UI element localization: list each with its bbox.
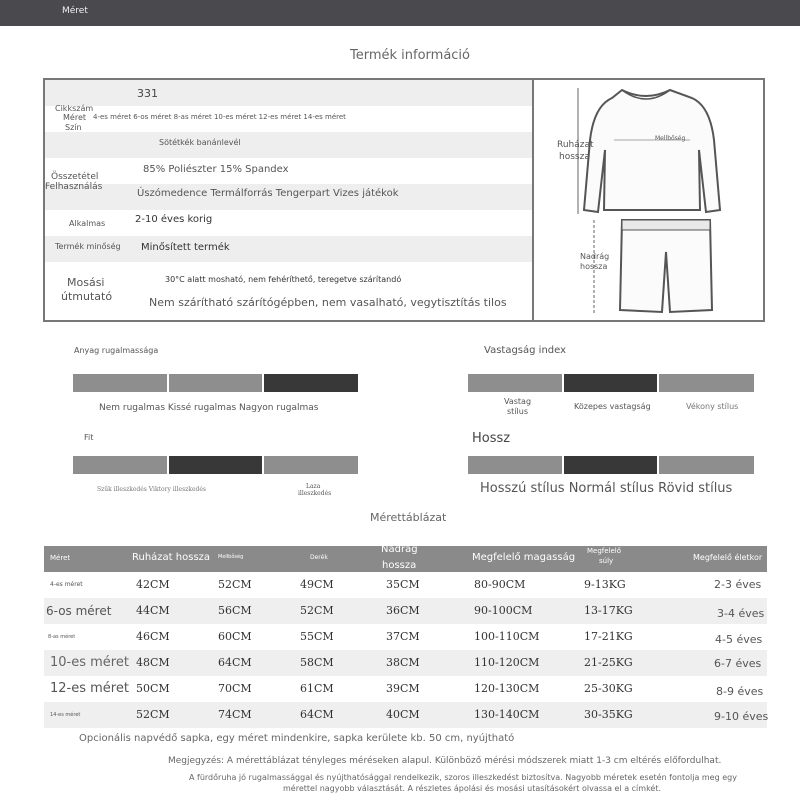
th-age: Megfelelő életkor: [693, 553, 763, 562]
height-cell: 90-100CM: [474, 604, 533, 617]
table-row: [44, 598, 767, 624]
length-seg-2-selected: [564, 456, 657, 474]
suitable-value: 2-10 éves korig: [135, 214, 213, 225]
chest-cell: 52CM: [218, 578, 252, 591]
th-pants: Nadrág: [381, 544, 418, 555]
th-weight: Megfelelő: [587, 547, 622, 555]
note-2: A fürdőruha jó rugalmassággal és nyújthatósággal rendelkezik, szoros illeszkedést biztosítva. Nagyobb méretek esetén fontolja meg egy: [189, 773, 737, 782]
color-value: Sötétkék banánlevél: [159, 138, 241, 147]
length-title: Hossz: [472, 431, 511, 446]
label-wash-2: útmutató: [61, 290, 113, 303]
shirt-length-label: Ruházat: [557, 140, 594, 150]
hat-note: Opcionális napvédő sapka, egy méret mindenkire, sapka kerülete kb. 50 cm, nyújtható: [79, 733, 515, 744]
table-row: [44, 650, 767, 676]
chest-cell: 64CM: [218, 656, 252, 669]
garment-length-cell: 50CM: [136, 682, 170, 695]
waist-cell: 55CM: [300, 630, 334, 643]
fit-title: Fit: [84, 433, 94, 442]
pants-length-label: Nadrág: [580, 252, 610, 261]
age-cell: 2-3 éves: [714, 578, 762, 591]
garment-length-cell: 48CM: [136, 656, 170, 669]
size-cell: 12-es méret: [50, 681, 129, 696]
fit-label-loose: Laza: [306, 483, 321, 490]
table-row: [44, 702, 767, 728]
waist-cell: 49CM: [300, 578, 334, 591]
pants-length-cell: 35CM: [386, 578, 420, 591]
pants-length-cell: 39CM: [386, 682, 420, 695]
waist-cell: 52CM: [300, 604, 334, 617]
fit-seg-3: [264, 456, 358, 474]
chest-cell: 60CM: [218, 630, 252, 643]
thickness-title: Vastagság index: [484, 345, 567, 356]
elasticity-seg-2: [169, 374, 262, 392]
length-labels: Hosszú stílus Normál stílus Rövid stílus: [480, 481, 733, 496]
waist-cell: 58CM: [300, 656, 334, 669]
top-bar-label: Méret: [62, 6, 88, 16]
pants-waistband: [622, 220, 710, 230]
thickness-label-medium: Közepes vastagság: [574, 402, 651, 411]
table-row: [44, 624, 767, 650]
fit-seg-1: [73, 456, 167, 474]
pants-length-label-2: hossza: [580, 262, 608, 271]
info-row-shade: [45, 80, 532, 106]
thickness-seg-2-selected: [564, 374, 657, 392]
label-wash: Mosási: [67, 276, 105, 289]
th-pants-length: hossza: [382, 560, 417, 571]
product-info-title: Termék információ: [349, 48, 470, 63]
usage-value: Úszómedence Termálforrás Tengerpart Vizes játékok: [137, 188, 399, 199]
pants-length-cell: 37CM: [386, 630, 420, 643]
pants-length-cell: 40CM: [386, 708, 420, 721]
shirt-length-label-2: hossza: [559, 152, 590, 162]
composition-value: 85% Poliészter 15% Spandex: [143, 164, 289, 175]
sizes-value: 4-es méret 6-os méret 8-as méret 10-es méret 12-es méret 14-es méret: [93, 113, 346, 121]
weight-cell: 17-21KG: [584, 630, 633, 643]
length-seg-3: [659, 456, 754, 474]
size-table-title: Mérettáblázat: [370, 511, 447, 524]
th-chest: Mellbőség: [218, 554, 244, 560]
fit-seg-2-selected: [169, 456, 262, 474]
height-cell: 120-130CM: [474, 682, 540, 695]
waist-cell: 61CM: [300, 682, 334, 695]
label-color: Szín: [65, 123, 82, 132]
garment-length-cell: 52CM: [136, 708, 170, 721]
thickness-label-thin: Vékony stílus: [686, 402, 739, 411]
size-cell: 8-as méret: [48, 634, 76, 640]
th-weight-2: súly: [599, 557, 614, 565]
elasticity-labels: Nem rugalmas Kissé rugalmas Nagyon rugalmas: [99, 403, 319, 413]
garment-length-cell: 44CM: [136, 604, 170, 617]
size-cell: 4-es méret: [50, 581, 83, 588]
size-cell: 6-os méret: [46, 604, 112, 618]
height-cell: 80-90CM: [474, 578, 526, 591]
garment-diagram: [534, 80, 763, 320]
th-size: Méret: [50, 554, 71, 562]
label-size: Méret: [63, 113, 86, 122]
label-composition: Összetétel: [51, 172, 99, 182]
table-row: [44, 676, 767, 702]
note-3: mérettel nagyobb választását. A részletes ápolási és mosási utasításokért olvassa el a címkét.: [283, 784, 662, 793]
weight-cell: 13-17KG: [584, 604, 633, 617]
label-usage: Felhasználás: [45, 182, 103, 192]
weight-cell: 25-30KG: [584, 682, 633, 695]
product-info-box: [43, 78, 765, 322]
chest-cell: 74CM: [218, 708, 252, 721]
elasticity-seg-1: [73, 374, 167, 392]
elasticity-seg-3-selected: [264, 374, 358, 392]
quality-value: Minősített termék: [141, 242, 230, 253]
thickness-label-thick: Vastag: [504, 397, 532, 406]
height-cell: 110-120CM: [474, 656, 540, 669]
thickness-seg-3: [659, 374, 754, 392]
length-seg-1: [468, 456, 562, 474]
size-table-header: [44, 546, 767, 572]
info-row-shade: [45, 132, 532, 158]
note-1: Megjegyzés: A mérettáblázat tényleges méréseken alapul. Különböző mérési módszerek miatt 1-3 cm eltérés előfordulhat.: [168, 756, 722, 766]
age-cell: 6-7 éves: [714, 657, 762, 670]
label-suitable: Alkalmas: [69, 219, 106, 228]
height-cell: 130-140CM: [474, 708, 540, 721]
height-cell: 100-110CM: [474, 630, 540, 643]
garment-length-cell: 46CM: [136, 630, 170, 643]
weight-cell: 21-25KG: [584, 656, 633, 669]
chest-label: Mellbőség: [655, 135, 686, 142]
pants-shape: [620, 220, 712, 312]
chest-cell: 56CM: [218, 604, 252, 617]
label-article-no: Cikkszám: [55, 104, 94, 113]
fit-labels: Szűk illeszkedés Viktory illeszkedés: [97, 486, 206, 493]
article-no-value: 331: [137, 87, 158, 100]
th-garment-length: Ruházat hossza: [132, 552, 211, 563]
pants-length-cell: 36CM: [386, 604, 420, 617]
age-cell: 8-9 éves: [716, 685, 764, 698]
shirt-shape: [584, 90, 720, 212]
garment-length-cell: 42CM: [136, 578, 170, 591]
wash-line-2: Nem szárítható szárítógépben, nem vasalható, vegytisztítás tilos: [149, 296, 507, 309]
top-bar: [0, 0, 800, 26]
waist-cell: 64CM: [300, 708, 334, 721]
chest-cell: 70CM: [218, 682, 252, 695]
label-quality: Termék minőség: [55, 242, 121, 251]
wash-line-1: 30°C alatt mosható, nem fehéríthető, teregetve szárítandó: [165, 275, 402, 284]
size-cell: 10-es méret: [50, 655, 129, 670]
pants-length-cell: 38CM: [386, 656, 420, 669]
size-cell: 14-es méret: [50, 712, 81, 718]
th-height: Megfelelő magasság: [472, 552, 576, 563]
age-cell: 4-5 éves: [715, 633, 763, 646]
th-waist: Derék: [310, 554, 328, 561]
age-cell: 3-4 éves: [717, 607, 765, 620]
table-row: [44, 572, 767, 598]
fit-label-loose-2: illeszkedés: [298, 490, 332, 497]
weight-cell: 9-13KG: [584, 578, 626, 591]
thickness-seg-1: [468, 374, 562, 392]
weight-cell: 30-35KG: [584, 708, 633, 721]
thickness-label-thick-2: stílus: [507, 407, 528, 416]
age-cell: 9-10 éves: [714, 710, 769, 723]
elasticity-title: Anyag rugalmassága: [74, 346, 159, 355]
